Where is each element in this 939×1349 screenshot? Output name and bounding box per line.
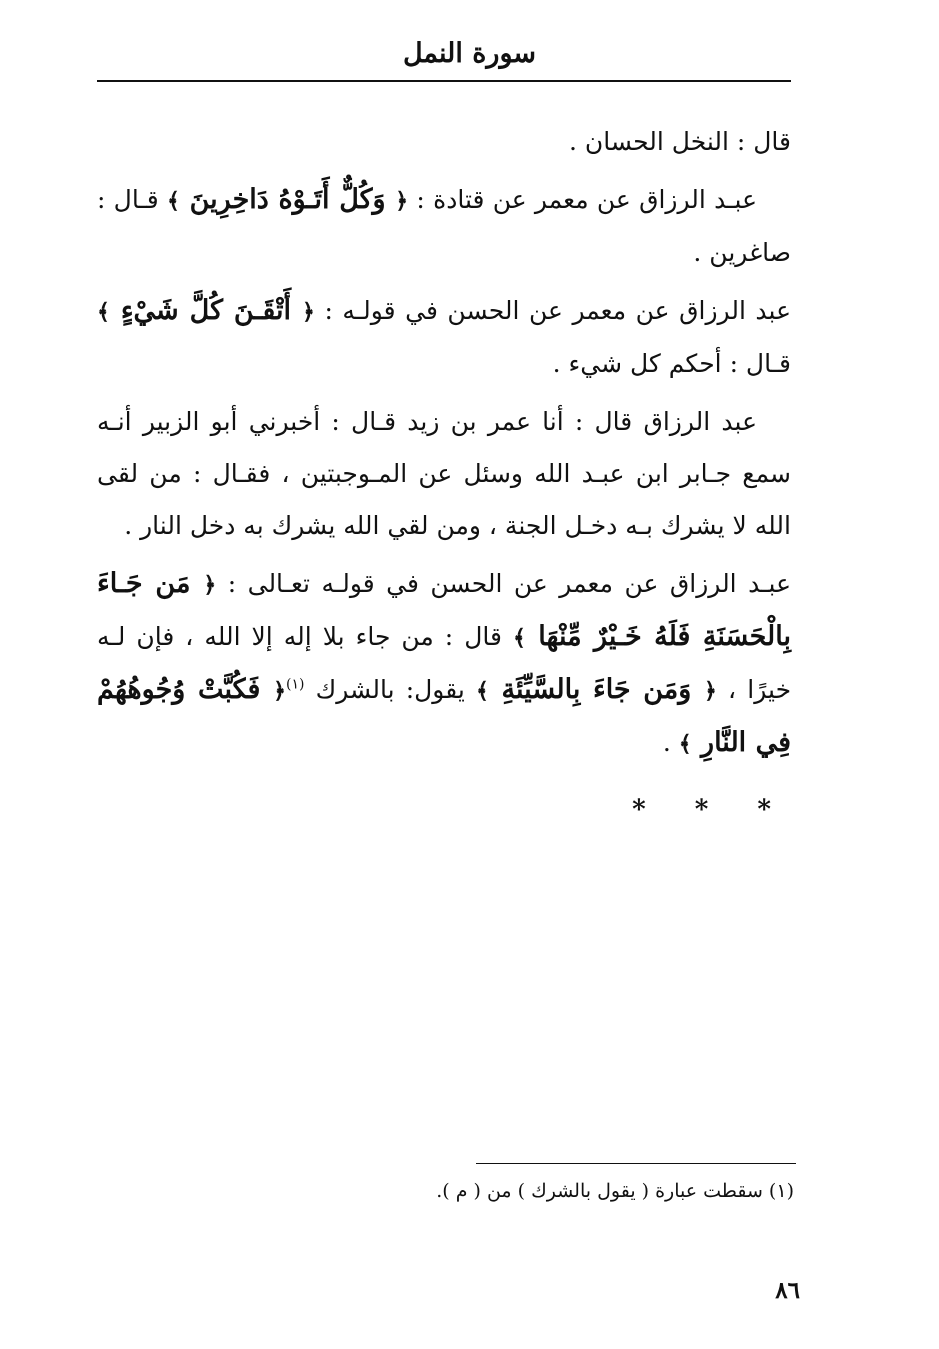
page-header-title: سورة النمل xyxy=(402,38,537,69)
ornate-bracket-open: ﴿ xyxy=(395,188,409,214)
quran-verse: فَكُبَّتْ وُجُوهُهُمْ فِي النَّارِ xyxy=(97,674,791,758)
ornate-bracket-open: ﴿ xyxy=(273,678,286,704)
paragraph-1 xyxy=(97,116,791,168)
quran-verse: مَن جَـاءَ بِالْحَسَنَةِ فَلَهُ خَـيْرٌ مِّنْهَا xyxy=(97,568,791,652)
ornate-bracket-open: ﴿ xyxy=(703,678,717,704)
footnote-divider xyxy=(476,1163,796,1164)
quran-verse: وَكُلٌّ أَتَـوْهُ دَاخِرِينَ xyxy=(179,184,396,215)
paragraph-4-text: عبد الرزاق قال : أنا عمر بن زيد قـال : أخبرني أبو الزبير أنـه سمع جـابر ابن عبـد الله وسئل عن المـوجبتين ، فقـال : من لقى الله لا يشرك بـه دخـل الجنة ، ومن لقي الله يشرك به دخل النار . xyxy=(97,407,791,540)
quran-verse: أَتْقَـنَ كُلَّ شَيْءٍ xyxy=(109,295,303,326)
paragraph-4 xyxy=(97,396,791,552)
page-number: ٨٦ xyxy=(775,1277,800,1304)
ornate-bracket-close: ﴾ xyxy=(167,188,180,214)
ornate-bracket-close: ﴾ xyxy=(476,678,489,704)
footnote-reference: (١) xyxy=(285,676,305,693)
ornate-bracket-open: ﴿ xyxy=(302,299,315,325)
paragraph-2-intro: عبـد الرزاق عن معمر عن قتادة : xyxy=(408,185,758,214)
ornate-bracket-close: ﴾ xyxy=(97,299,110,325)
paragraph-5-intro: عبـد الرزاق عن معمر عن الحسن في قولـه تعـالى : xyxy=(216,569,791,598)
quran-verse: وَمَن جَاءَ بِالسَّيِّئَةِ xyxy=(488,674,704,705)
paragraph-1-text: قال : النخل الحسان . xyxy=(568,127,791,156)
footnote: (١) سقطت عبارة ( يقول بالشرك ) من ( م ). xyxy=(436,1180,794,1202)
ornate-bracket-open: ﴿ xyxy=(203,572,217,598)
main-text xyxy=(97,116,791,836)
ornate-bracket-close: ﴾ xyxy=(512,625,526,651)
paragraph-5 xyxy=(97,558,791,770)
paragraph-5-end: . xyxy=(662,728,679,757)
paragraph-2 xyxy=(97,174,791,279)
ornate-bracket-close: ﴾ xyxy=(678,731,692,757)
paragraph-5-commentary: يقول: بالشرك xyxy=(304,675,477,704)
paragraph-3 xyxy=(97,285,791,390)
paragraph-3-commentary: قـال : أحكم كل شيء . xyxy=(552,349,791,378)
header-divider xyxy=(97,80,791,82)
section-separator-stars: * * * xyxy=(632,795,791,825)
paragraph-3-intro: عبد الرزاق عن معمر عن الحسن في قولـه : xyxy=(314,296,791,325)
paragraph-2-commentary: قـال : صاغرين . xyxy=(97,185,791,267)
paragraph-5-commentary: قال : من جاء بلا إله إلا الله ، فإن لـه خيرًا ، xyxy=(97,622,792,704)
